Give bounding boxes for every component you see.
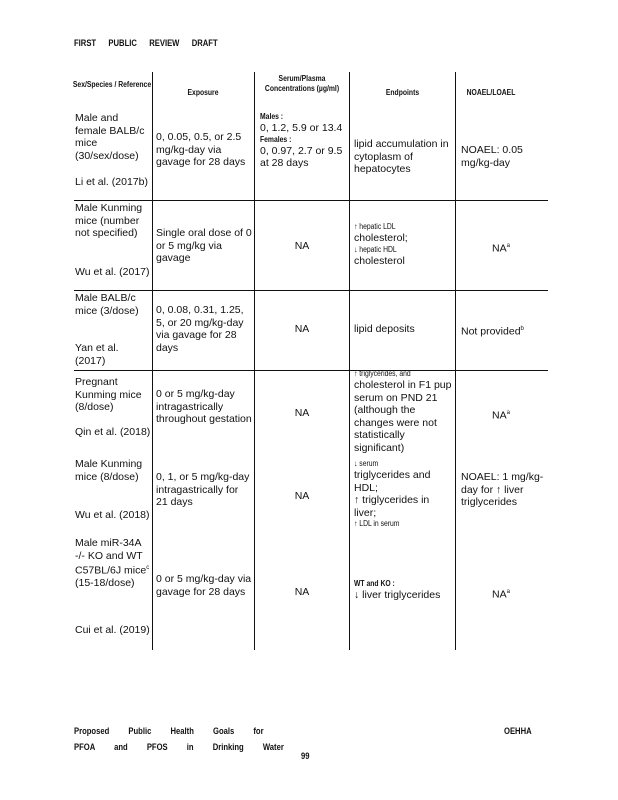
endpoints-cell: lipid deposits [354,323,415,335]
exposure-cell: 0, 0.08, 0.31, 1.25, 5, or 20 mg/kg-day via gavage for 28 days [156,304,244,354]
column-divider [349,72,350,650]
noael-value: NA [492,409,507,422]
footnote-marker: c [146,565,150,572]
col-header-exposure: Exposure [187,88,219,97]
endpoint-change: ↓ hepatic HDL [354,244,397,254]
footnote-marker: a [506,243,510,249]
species-cell: Male Kunming mice (8/dose) [75,458,143,483]
endpoint-change: ↑ LDL in serum [354,519,400,529]
serum-males-label: Males : [260,112,284,121]
serum-females-values: 0, 0.97, 2.7 or 9.5 [260,144,343,157]
exposure-cell: Single oral dose of 0 or 5 mg/kg via gavage [156,227,252,265]
endpoint-group: WT and KO : [354,579,395,588]
column-divider [254,72,255,650]
endpoint-text: triglycerides and HDL; [354,469,431,494]
species-name: Male miR-34A -/- KO and WT C57BL/6J mice [75,537,147,577]
exposure-cell: 0 or 5 mg/kg-day via gavage for 28 days [156,573,252,598]
serum-cell: NA [294,407,310,419]
endpoints-cell: lipid accumulation in cytoplasm of hepatocytes [354,138,449,176]
noael-cell [492,240,510,255]
endpoints-cell [354,579,452,602]
reference-cell: Qin et al. (2018) [75,426,151,438]
footer-line-2: PFOA and PFOS in Drinking Water [74,742,284,752]
species-cell [75,537,153,590]
footer-title [74,723,284,755]
col-header-species: Sex/Species / Reference [72,80,152,89]
reference-cell: Yan et al. (2017) [75,342,119,367]
noael-cell: NOAEL: 1 mg/kg-day for ↑ liver triglycerides [461,471,544,509]
noael-value: NA [492,242,507,255]
reference-cell: Wu et al. (2017) [75,266,150,278]
endpoint-text: ↑ triglycerides in liver; [354,494,430,519]
endpoints-cell [354,459,452,529]
endpoint-text: cholesterol in F1 pup serum on PND 21 (although the changes were not statistically significant) [354,379,452,454]
endpoint-text: cholesterol; [354,232,408,244]
serum-males-values: 0, 1.2, 5.9 or 13.4 [260,122,343,134]
endpoint-text: ↓ liver triglycerides [354,589,441,601]
reference-cell: Cui et al. (2019) [75,624,150,636]
draft-header: FIRST PUBLIC REVIEW DRAFT [74,38,218,48]
endpoint-change: ↓ serum [354,459,379,468]
noael-cell [492,586,510,601]
col-header-endpoints: Endpoints [385,88,420,97]
col-header-serum: Serum/Plasma Concentrations (µg/ml) [264,74,340,93]
row-divider [74,370,548,371]
row-divider [74,200,548,201]
serum-cell: NA [294,490,310,502]
serum-cell: NA [294,240,310,252]
exposure-cell: 0 or 5 mg/kg-day intragastrically throughout gestation [156,388,252,426]
serum-cell [260,112,348,170]
noael-cell [461,323,524,338]
exposure-cell: 0, 1, or 5 mg/kg-day intragastrically for 21 days [156,471,250,509]
row-divider [74,290,548,291]
footnote-marker: a [506,589,510,595]
col-header-noael: NOAEL/LOAEL [466,88,516,97]
endpoint-change: ↑ triglycerides, and [354,369,411,378]
column-divider [455,72,456,650]
footnote-marker: a [506,410,510,416]
noael-cell: NOAEL: 0.05 mg/kg-day [461,144,523,169]
species-cell: Male and female BALB/c mice (30/sex/dose) [75,112,145,162]
footer-line-1: Proposed Public Health Goals for [74,726,264,736]
endpoints-cell [354,222,452,267]
exposure-cell: 0, 0.05, 0.5, or 2.5 mg/kg-day via gavage for 28 days [156,131,246,169]
footnote-marker: b [520,326,524,332]
noael-cell [492,407,510,422]
serum-note: at 28 days [260,157,309,170]
reference-cell: Li et al. (2017b) [75,176,148,188]
footer-agency: OEHHA [504,726,532,736]
species-cell: Male BALB/c mice (3/dose) [75,292,139,317]
serum-females-label: Females : [260,134,292,144]
endpoints-cell [354,369,452,455]
endpoint-change: ↑ hepatic LDL [354,222,396,231]
serum-cell: NA [294,586,310,598]
page-number: 99 [301,751,310,761]
reference-cell: Wu et al. (2018) [75,509,150,521]
species-dose-count: (15-18/dose) [75,577,135,590]
species-cell: Male Kunming mice (number not specified) [75,202,143,240]
endpoint-text: cholesterol [354,254,405,267]
noael-value: Not provided [461,325,521,338]
species-cell: Pregnant Kunming mice (8/dose) [75,376,142,414]
serum-cell: NA [294,323,310,335]
noael-value: NA [492,588,507,601]
